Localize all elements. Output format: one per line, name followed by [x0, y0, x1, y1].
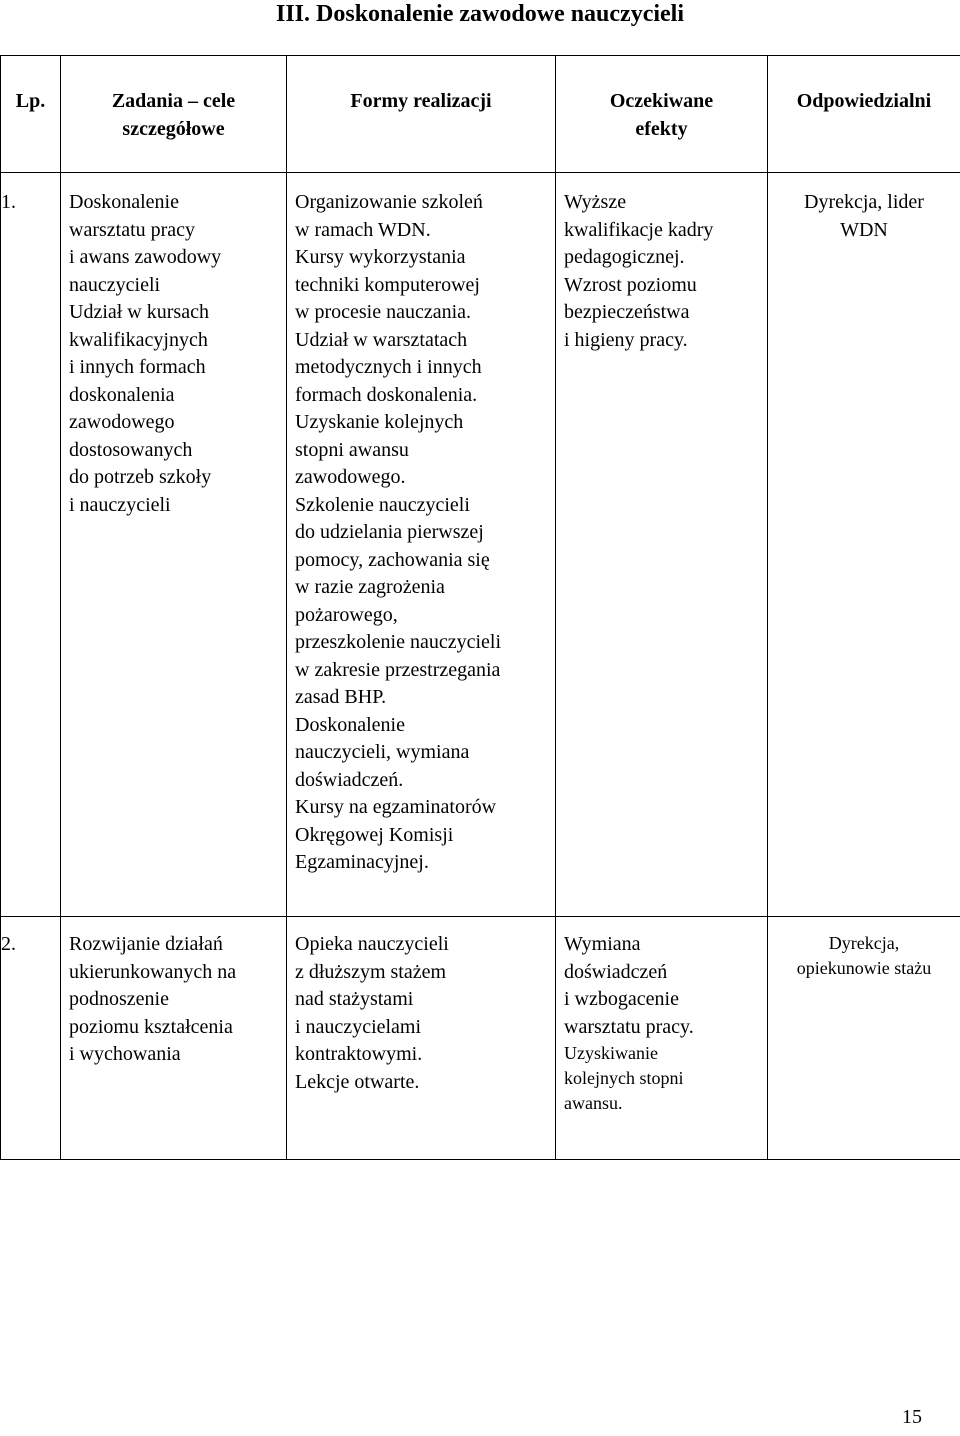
cell-line: bezpieczeństwa [564, 301, 690, 323]
cell-line: kolejnych stopni [564, 1068, 684, 1088]
header-line: efekty [635, 117, 688, 140]
cell-line: nad stażystami [295, 988, 414, 1010]
cell-line: Wyższe [564, 191, 627, 213]
header-line: szczegółowe [122, 117, 225, 140]
cell-line: Wzrost poziomu [564, 273, 697, 296]
cell-line: doskonalenia [69, 383, 175, 406]
cell-line: kwalifikacyjnych [69, 328, 208, 351]
cell-lp: 1. [1, 173, 61, 917]
cell-line: do potrzeb szkoły [69, 466, 212, 488]
cell-line: w ramach WDN. [295, 218, 431, 241]
cell-line: i higieny pracy. [564, 328, 688, 351]
cell-line: w zakresie przestrzegania [295, 658, 501, 681]
cell-line: i wzbogacenie [564, 988, 679, 1010]
cell-line: Rozwijanie działań [69, 933, 223, 955]
header-lp: Lp. [1, 56, 61, 173]
cell-line: i awans zawodowy [69, 246, 222, 268]
cell-line: pedagogicznej. [564, 246, 685, 268]
page-title: III. Doskonalenie zawodowe nauczycieli [276, 1, 684, 27]
cell-line: kontraktowymi. [295, 1043, 423, 1065]
cell-line: Doskonalenie [295, 713, 405, 736]
cell-line: z dłuższym stażem [295, 960, 447, 983]
cell-line: do udzielania pierwszej [295, 521, 484, 543]
cell-line: Uzyskanie kolejnych [295, 411, 464, 433]
cell-line: Okręgowej Komisji [295, 823, 454, 846]
cell-odpowiedzialni [768, 173, 960, 917]
cell-zadania [61, 917, 287, 1160]
cell-efekty [556, 173, 768, 917]
cell-odpowiedzialni [768, 917, 960, 1160]
cell-formy [287, 917, 556, 1160]
cell-line: Opieka nauczycieli [295, 933, 449, 955]
cell-zadania [61, 173, 287, 917]
cell-line: w razie zagrożenia [295, 576, 445, 598]
cell-line: nauczycieli [69, 273, 161, 296]
cell-line: nauczycieli, wymiana [295, 741, 470, 763]
efekty-main [564, 931, 759, 1041]
cell-line: Kursy na egzaminatorów [295, 796, 497, 818]
cell-line: Udział w kursach [69, 301, 209, 323]
header-formy: Formy realizacji [287, 56, 556, 173]
cell-line: warsztatu pracy. [564, 1015, 694, 1038]
cell-line: doświadczeń [564, 960, 668, 983]
cell-line: Udział w warsztatach [295, 328, 468, 351]
cell-line: Organizowanie szkoleń [295, 191, 483, 213]
cell-line: warsztatu pracy [69, 218, 196, 241]
cell-lp: 2. [1, 917, 61, 1160]
cell-line: Egzaminacyjnej. [295, 851, 429, 873]
header-odpowiedzialni: Odpowiedzialni [768, 56, 960, 173]
cell-line: i nauczycielami [295, 1015, 422, 1038]
table-row [1, 173, 960, 917]
cell-line: kwalifikacje kadry [564, 218, 714, 241]
cell-line: Szkolenie nauczycieli [295, 493, 470, 516]
header-zadania [61, 56, 287, 173]
cell-efekty [556, 917, 768, 1160]
page-number: 15 [902, 1406, 922, 1428]
cell-line: Kursy wykorzystania [295, 246, 466, 268]
cell-formy [287, 173, 556, 917]
cell-line: i nauczycieli [69, 493, 171, 516]
cell-line: i wychowania [69, 1043, 181, 1065]
cell-line: Dyrekcja, lider [804, 191, 924, 213]
cell-line: Doskonalenie [69, 191, 179, 213]
cell-line: Lekcje otwarte. [295, 1070, 420, 1093]
cell-line: ukierunkowanych na [69, 960, 237, 983]
cell-line: techniki komputerowej [295, 273, 480, 296]
cell-line: formach doskonalenia. [295, 383, 478, 406]
cell-line: Uzyskiwanie [564, 1043, 658, 1063]
cell-line: Wymiana [564, 933, 641, 955]
development-plan-table [0, 55, 960, 1160]
cell-line: dostosowanych [69, 438, 193, 461]
cell-line: WDN [840, 218, 888, 241]
cell-line: opiekunowie stażu [796, 958, 932, 978]
cell-line: zawodowego [69, 411, 175, 433]
table-header-row [1, 56, 960, 173]
efekty-small [564, 1041, 759, 1116]
cell-line: awansu. [564, 1093, 623, 1113]
header-efekty [556, 56, 768, 173]
header-line: Oczekiwane [609, 90, 714, 112]
cell-line: zasad BHP. [295, 686, 387, 708]
odpowiedzialni-text [776, 931, 952, 981]
cell-line: pomocy, zachowania się [295, 548, 490, 571]
cell-line: i innych formach [69, 356, 206, 378]
cell-line: zawodowego. [295, 466, 406, 488]
cell-line: podnoszenie [69, 988, 169, 1010]
cell-line: pożarowego, [295, 603, 398, 626]
cell-line: stopni awansu [295, 438, 409, 461]
cell-line: w procesie nauczania. [295, 301, 472, 323]
cell-line: doświadczeń. [295, 768, 404, 791]
header-line: Zadania – cele [111, 90, 236, 112]
cell-line: Dyrekcja, [828, 933, 900, 953]
table-row [1, 917, 960, 1160]
cell-line: poziomu kształcenia [69, 1015, 233, 1038]
cell-line: metodycznych i innych [295, 356, 482, 378]
cell-line: przeszkolenie nauczycieli [295, 631, 501, 653]
